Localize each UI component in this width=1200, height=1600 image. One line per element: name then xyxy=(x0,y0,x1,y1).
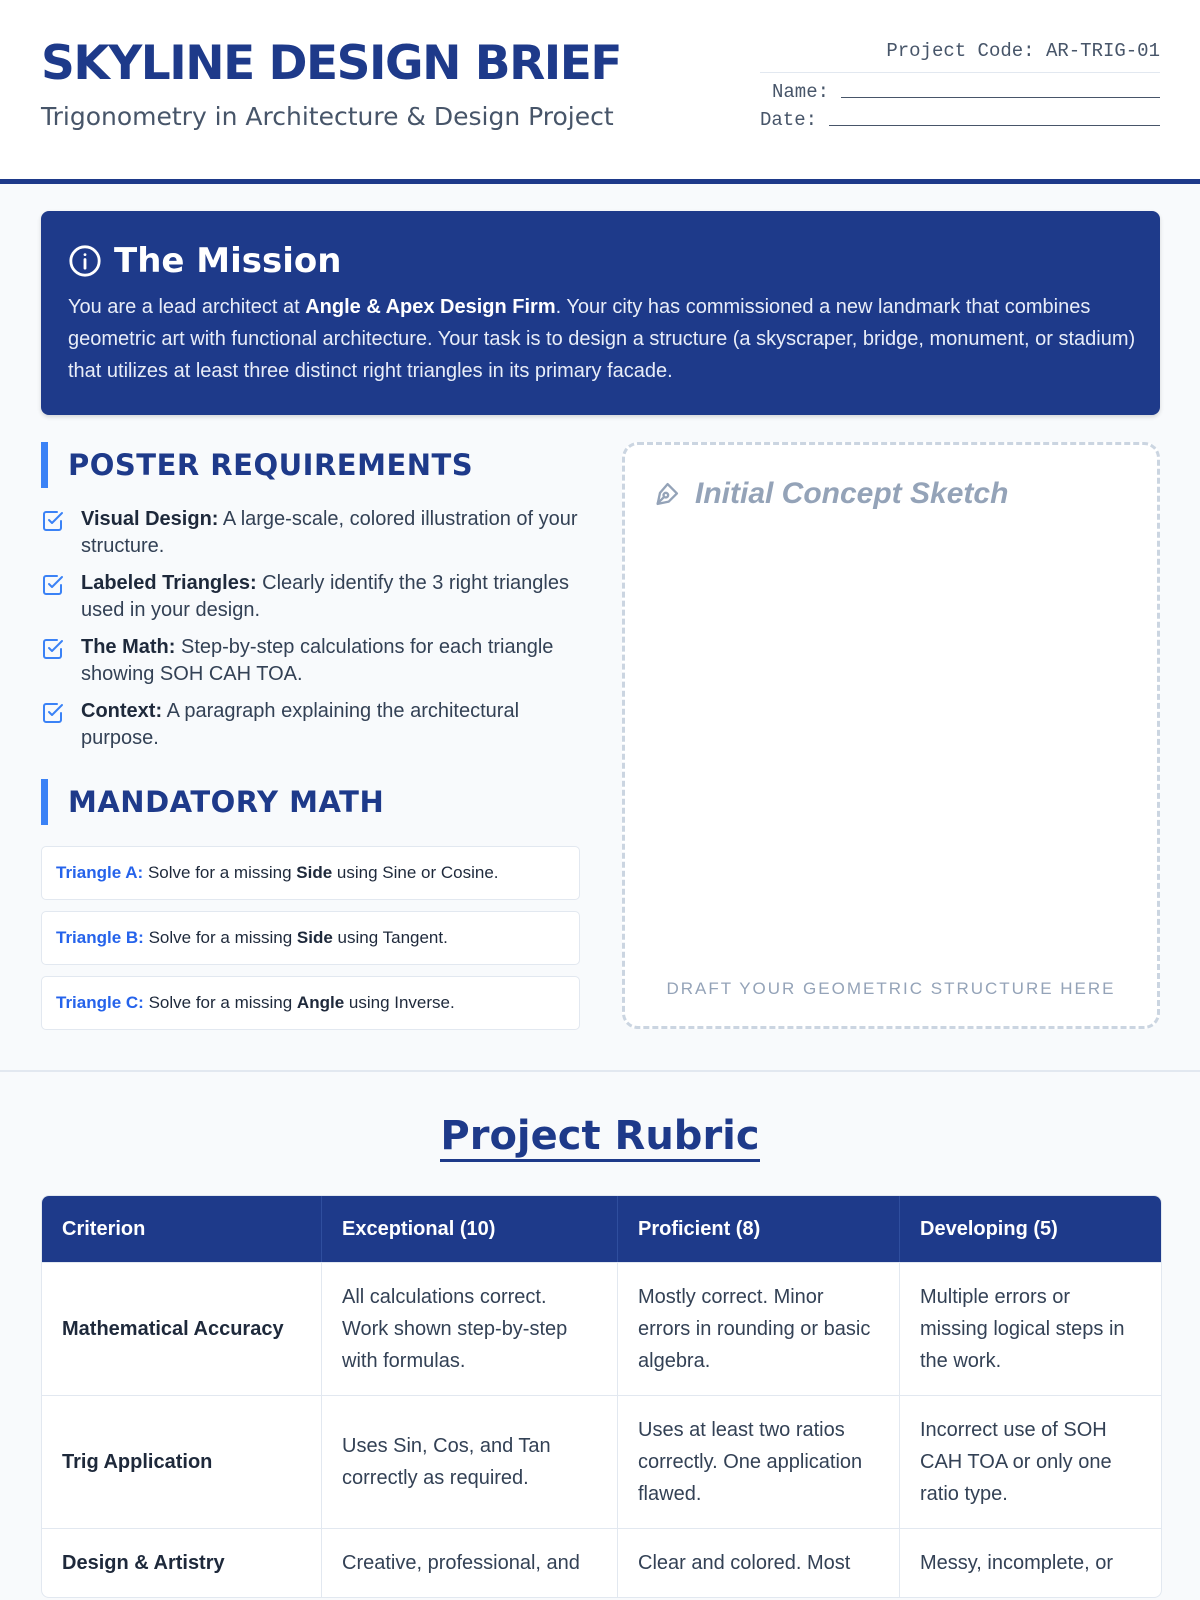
task-key: Side xyxy=(296,928,333,947)
mission-text-intro: You are a lead architect at xyxy=(68,296,306,318)
table-cell: Uses at least two ratios correctly. One application flawed. xyxy=(618,1395,900,1528)
student-info xyxy=(760,40,1160,131)
sketch-title: Initial Concept Sketch xyxy=(695,477,1009,510)
table-cell: Uses Sin, Cos, and Tan correctly as required. xyxy=(322,1395,618,1528)
triangle-label: Triangle A: xyxy=(56,863,144,882)
mission-title: The Mission xyxy=(114,241,342,281)
checkbox-checked-icon xyxy=(41,701,65,725)
table-row xyxy=(42,1262,1161,1395)
task-key: Side xyxy=(296,863,333,882)
task-text: using Inverse. xyxy=(344,993,455,1012)
requirement-label: Visual Design: xyxy=(81,508,219,530)
name-blank[interactable] xyxy=(841,97,1160,98)
date-blank[interactable] xyxy=(829,125,1160,126)
column-header: Proficient (8) xyxy=(618,1196,900,1262)
triangle-label: Triangle C: xyxy=(56,993,144,1012)
table-cell: Clear and colored. Most xyxy=(618,1528,900,1597)
rubric-title-wrap xyxy=(0,1112,1200,1160)
rubric-table xyxy=(41,1195,1162,1598)
triangle-a-task xyxy=(41,846,580,900)
table-cell: Mostly correct. Minor errors in rounding or basic algebra. xyxy=(618,1262,900,1395)
info-icon xyxy=(68,244,102,278)
criterion-cell: Design & Artistry xyxy=(42,1528,322,1597)
list-item xyxy=(41,634,581,688)
task-text: using Tangent. xyxy=(332,928,448,947)
triangle-label: Triangle B: xyxy=(56,928,144,947)
criterion-cell: Trig Application xyxy=(42,1395,322,1528)
table-cell: Incorrect use of SOH CAH TOA or only one ratio type. xyxy=(900,1395,1161,1528)
table-cell: Messy, incomplete, or xyxy=(900,1528,1161,1597)
list-item xyxy=(41,570,581,624)
requirement-label: The Math: xyxy=(81,636,176,658)
checkbox-checked-icon xyxy=(41,637,65,661)
list-item xyxy=(41,698,581,752)
mission-text-body: . Your city has commissioned a new landmark that combines geometric art with functional architecture. Your task is to design a structure (a skyscraper, bridge, monument, or stadium) that utilizes at least three distinct right triangles in its primary facade. xyxy=(68,296,1136,382)
page-subtitle: Trigonometry in Architecture & Design Project xyxy=(41,102,614,131)
checkbox-checked-icon xyxy=(41,573,65,597)
task-key: Angle xyxy=(296,993,345,1012)
criterion-cell: Mathematical Accuracy xyxy=(42,1262,322,1395)
table-cell: Multiple errors or missing logical steps in the work. xyxy=(900,1262,1161,1395)
task-text: Solve for a missing xyxy=(143,928,297,947)
date-label: Date: xyxy=(760,109,818,131)
requirement-text: Clearly identify the 3 right triangles used in your design. xyxy=(81,572,569,621)
firm-name: Angle & Apex Design Firm xyxy=(305,296,556,318)
sketch-instruction: DRAFT YOUR GEOMETRIC STRUCTURE HERE xyxy=(666,979,1116,998)
requirement-text: A paragraph explaining the architectural purpose. xyxy=(81,700,520,749)
table-header-row xyxy=(42,1196,1161,1262)
requirement-label: Labeled Triangles: xyxy=(81,572,257,594)
mission-card xyxy=(41,211,1160,415)
page-title: SKYLINE DESIGN BRIEF xyxy=(41,36,621,91)
column-header: Criterion xyxy=(42,1196,322,1262)
name-label: Name: xyxy=(772,81,830,103)
sketch-header xyxy=(653,477,1008,511)
triangle-b-task xyxy=(41,911,580,965)
requirement-text: Step-by-step calculations for each triangle showing SOH CAH TOA. xyxy=(81,636,554,685)
page-header xyxy=(0,0,1200,184)
mandatory-math-heading: MANDATORY MATH xyxy=(41,779,581,825)
section-divider xyxy=(0,1070,1200,1072)
requirement-label: Context: xyxy=(81,700,163,722)
requirement-text: A large-scale, colored illustration of your structure. xyxy=(81,508,578,557)
name-line xyxy=(760,81,1160,103)
requirements-list xyxy=(41,506,581,762)
date-line xyxy=(760,109,1160,131)
column-header: Developing (5) xyxy=(900,1196,1161,1262)
table-row xyxy=(42,1528,1161,1597)
poster-requirements-heading: POSTER REQUIREMENTS xyxy=(41,442,581,488)
pen-nib-icon xyxy=(653,480,681,508)
table-cell: All calculations correct. Work shown step-by-step with formulas. xyxy=(322,1262,618,1395)
triangle-c-task xyxy=(41,976,580,1030)
column-header: Exceptional (10) xyxy=(322,1196,618,1262)
task-text: using Sine or Cosine. xyxy=(332,863,499,882)
project-code: Project Code: AR-TRIG-01 xyxy=(760,40,1160,73)
rubric-title: Project Rubric xyxy=(440,1113,759,1162)
table-row xyxy=(42,1395,1161,1528)
mission-text xyxy=(68,291,1138,387)
task-text: Solve for a missing xyxy=(143,863,297,882)
mission-header xyxy=(68,241,341,281)
concept-sketch-area[interactable] xyxy=(622,442,1160,1029)
task-text: Solve for a missing xyxy=(143,993,297,1012)
table-cell: Creative, professional, and xyxy=(322,1528,618,1597)
list-item xyxy=(41,506,581,560)
checkbox-checked-icon xyxy=(41,509,65,533)
